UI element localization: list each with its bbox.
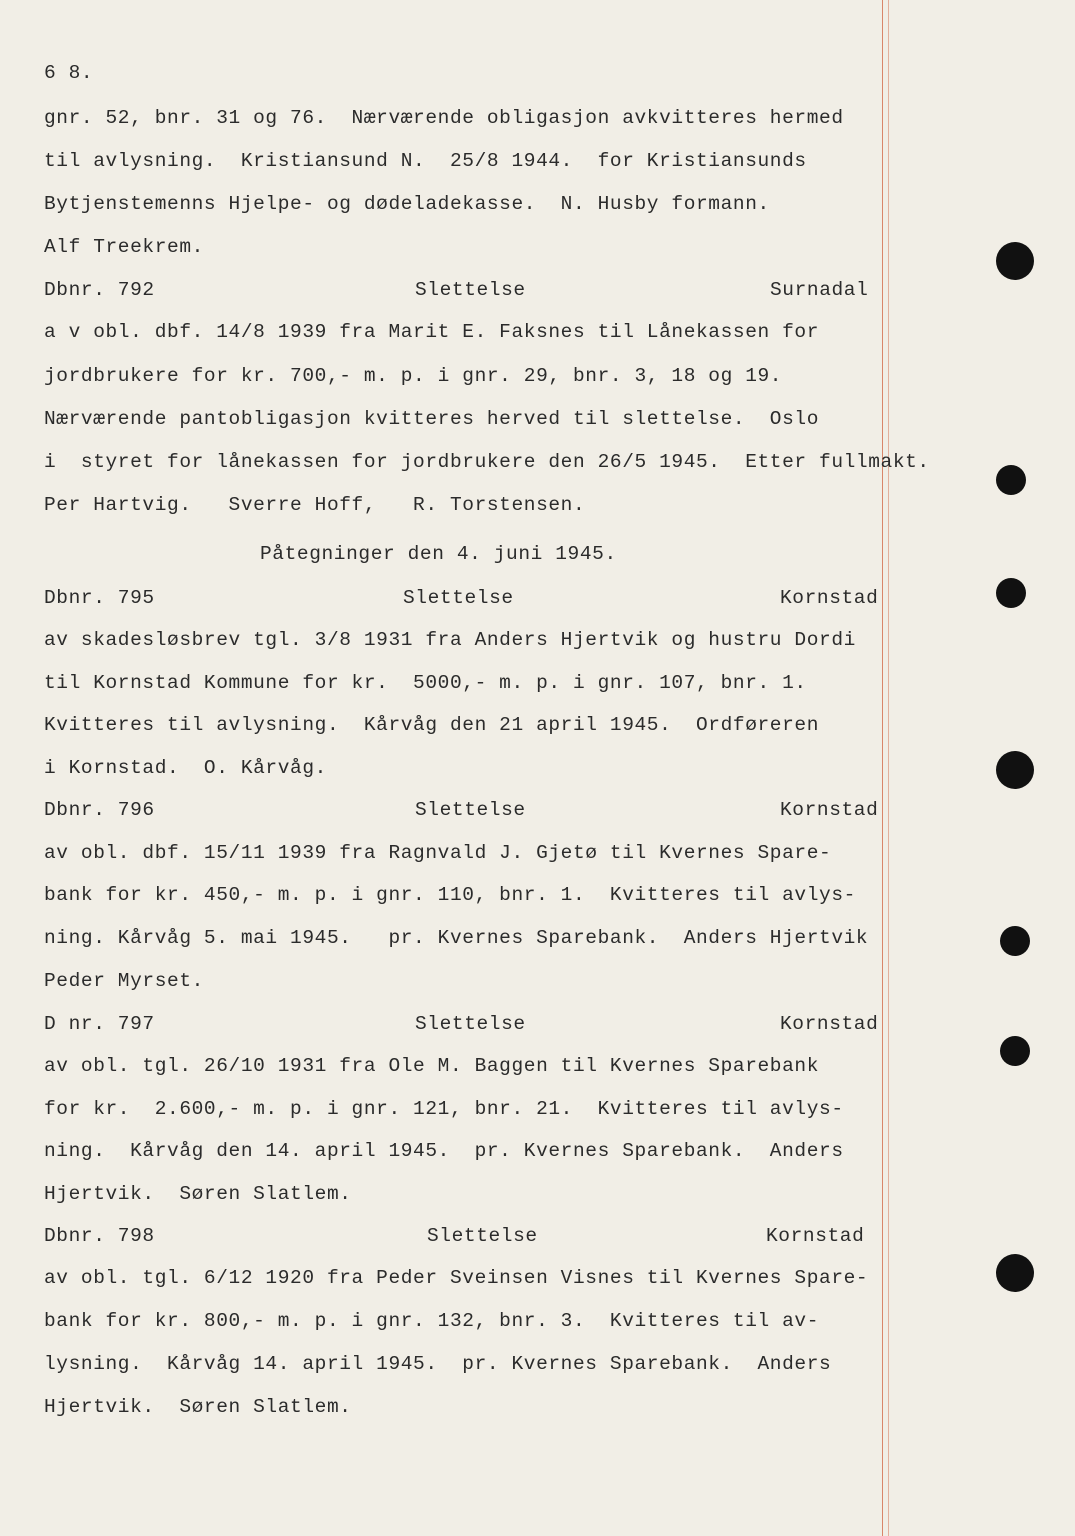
entry-type: Slettelse bbox=[427, 1225, 538, 1247]
ledger-page: 6 8. gnr. 52, bnr. 31 og 76. Nærværende obligasjon avkvitteres hermed til avlysning. Kristiansund N. 25/8 1944. for Kristiansunds Bytjenstemenns Hjelpe- og dødeladekasse. N. Husby formann. Alf Treekrem. Dbnr. 792 Slettelse Surnadal a v obl. dbf. 14/8 1939 fra Marit E. Faksnes til Lånekassen for jordbrukere for kr. 700,- m. p. i gnr. 29, bnr. 3, 18 og 19. Nærværende pantobligasjon kvitteres herved til slettelse. Oslo i styret for lånekassen for jordbrukere den 26/5 1945. Etter fullmakt. Per Hartvig. Sverre Hoff, R. Torstensen. Påtegninger den 4. juni 1945. Dbnr. 795 Slettelse Kornstad av skadesløsbrev tgl. 3/8 1931 fra Anders Hjertvik og hustru Dordi til Kornstad Kommune for kr. 5000,- m. p. i gnr. 107, bnr. 1. Kvitteres til avlysning. Kårvåg den 21 april 1945. Ordføreren i Kornstad. O. Kårvåg. Dbnr. 796 Slettelse Kornstad av obl. dbf. 15/11 1939 fra Ragnvald J. Gjetø til Kvernes Spare- bank for kr. 450,- m. p. i gnr. 110, bnr. 1. Kvitteres til avlys- ning. Kårvåg 5. mai 1945. pr. Kvernes Sparebank. Anders Hjertvik Peder Myrset. D nr. 797 Slettelse Kornstad av obl. tgl. 26/10 1931 fra Ole M. Baggen til Kvernes Sparebank for kr. 2.600,- m. p. i gnr. 121, bnr. 21. Kvitteres til avlys- ning. Kårvåg den 14. april 1945. pr. Kvernes Sparebank. Anders Hjertvik. Søren Slatlem. Dbnr. 798 Slettelse Kornstad av obl. tgl. 6/12 1920 fra Peder Sveinsen Visnes til Kvernes Spare- bank for kr. 800,- m. p. i gnr. 132, bnr. 3. Kvitteres til av- lysning. Kårvåg 14. april 1945. pr. Kvernes Sparebank. Anders Hjertvik. Søren Slatlem. bbox=[0, 0, 1075, 1536]
punch-hole bbox=[996, 751, 1034, 789]
entry-header bbox=[0, 1222, 865, 1250]
entry-header bbox=[0, 584, 879, 612]
entry-type: Slettelse bbox=[415, 279, 526, 301]
entry-header bbox=[0, 796, 879, 824]
entry-type: Slettelse bbox=[415, 799, 526, 821]
margin-rule bbox=[882, 0, 883, 1536]
dbnr-label: D nr. 797 bbox=[44, 1013, 155, 1035]
punch-hole bbox=[1000, 926, 1030, 956]
punch-hole bbox=[996, 1254, 1034, 1292]
punch-hole bbox=[996, 242, 1034, 280]
entry-header bbox=[0, 1010, 879, 1038]
entry-type: Slettelse bbox=[415, 1013, 526, 1035]
punch-hole bbox=[996, 465, 1026, 495]
dbnr-label: Dbnr. 798 bbox=[44, 1225, 155, 1247]
entry-place: Kornstad bbox=[780, 587, 879, 609]
entry-type: Slettelse bbox=[403, 587, 514, 609]
dbnr-label: Dbnr. 796 bbox=[44, 799, 155, 821]
entry-header bbox=[0, 276, 869, 304]
margin-rule-shadow bbox=[888, 0, 889, 1536]
punch-hole bbox=[996, 578, 1026, 608]
entry-place: Surnadal bbox=[770, 279, 869, 301]
entry-place: Kornstad bbox=[766, 1225, 865, 1247]
entry-place: Kornstad bbox=[780, 799, 879, 821]
dbnr-label: Dbnr. 792 bbox=[44, 279, 155, 301]
punch-hole bbox=[1000, 1036, 1030, 1066]
entry-place: Kornstad bbox=[780, 1013, 879, 1035]
dbnr-label: Dbnr. 795 bbox=[44, 587, 155, 609]
